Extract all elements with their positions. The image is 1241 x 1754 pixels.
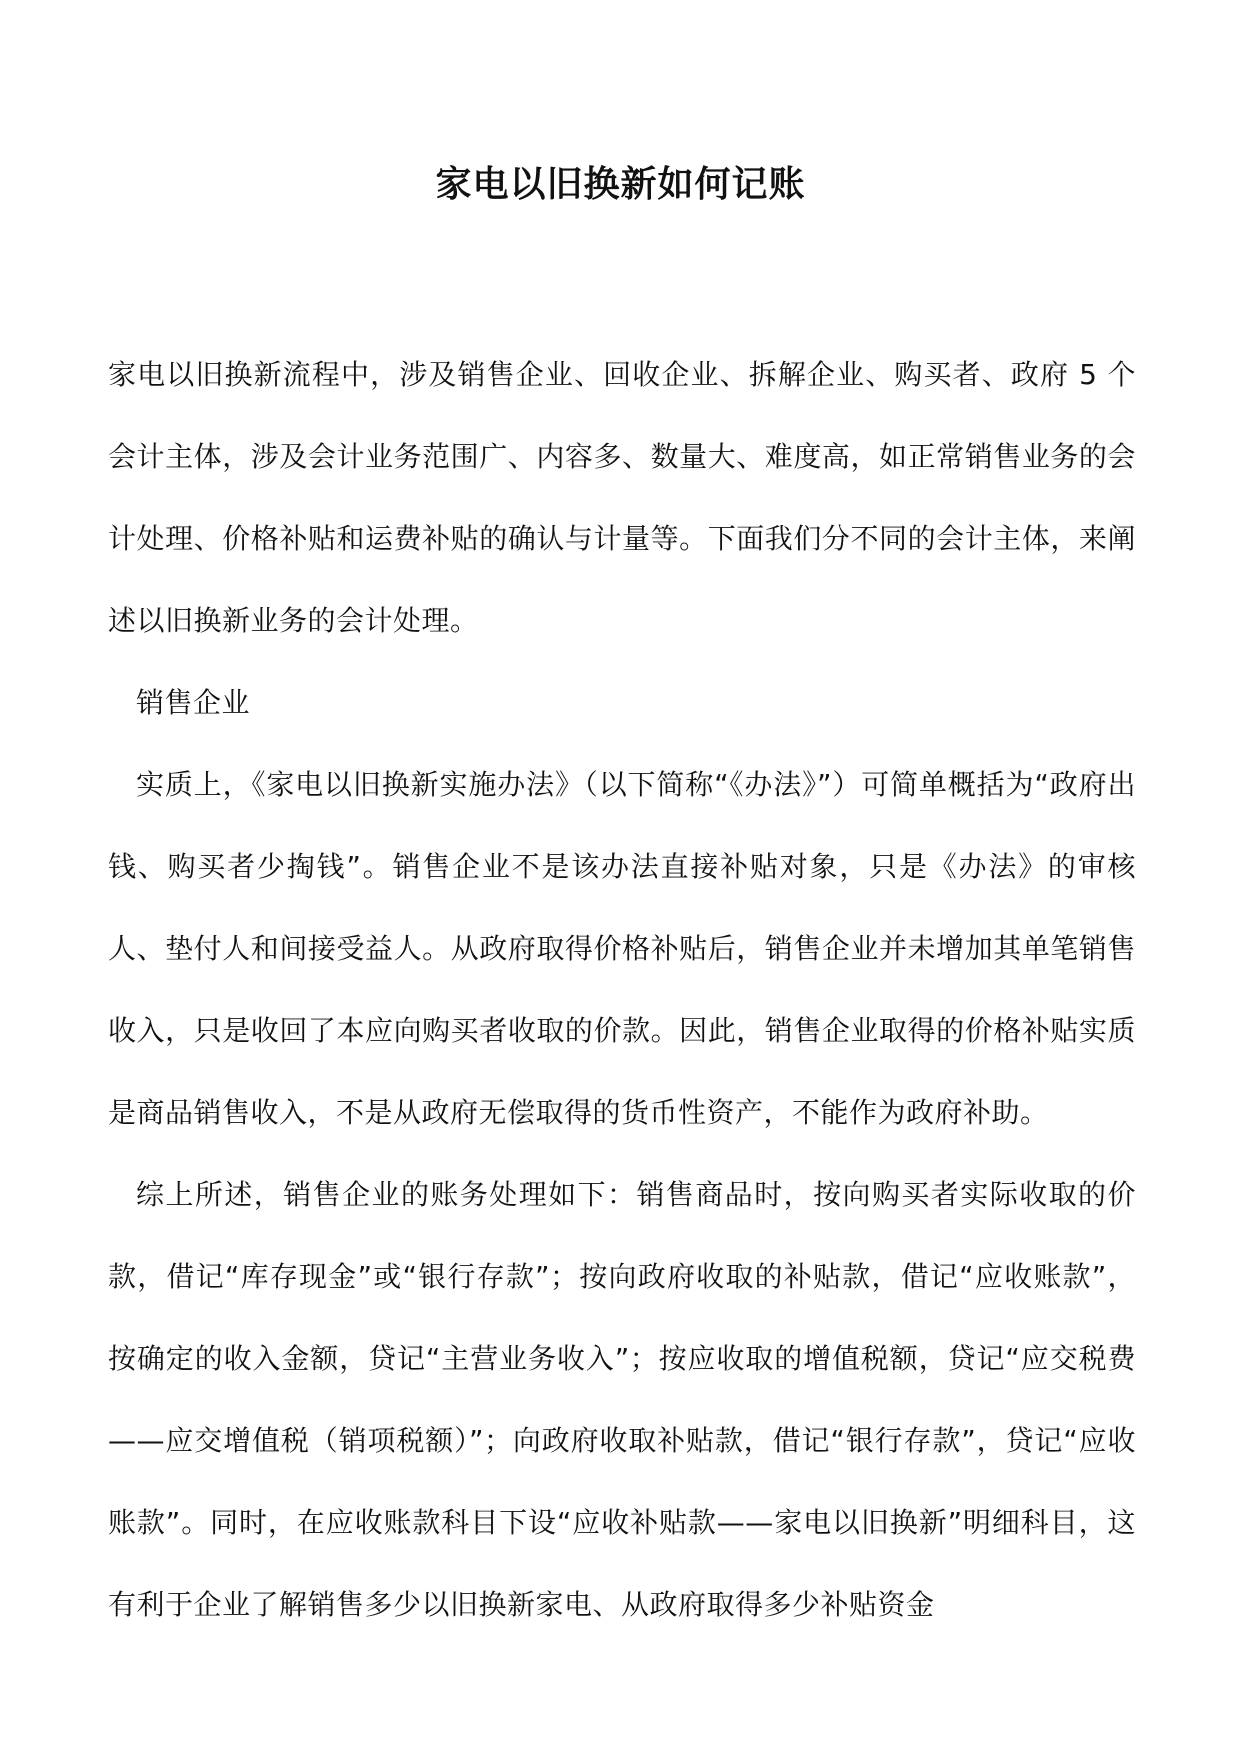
paragraph-accounting: 综上所述，销售企业的账务处理如下：销售商品时，按向购买者实际收取的价款，借记“库存现金”或“银行存款”；按向政府收取的补贴款，借记“应收账款”，按确定的收入金额，贷记“主营业务收入”；按应收取的增值税额，贷记“应交税费——应交增值税（销项税额）”；向政府收取补贴款，借记“银行存款”，贷记“应收账款”。同时，在应收账款科目下设“应收补贴款——家电以旧换新”明细科目，这有利于企业了解销售多少以旧换新家电、从政府取得多少补贴资金 [108, 1178, 1136, 1621]
document-title: 家电以旧换新如何记账 [435, 163, 806, 205]
paragraph-essence: 实质上，《家电以旧换新实施办法》（以下简称“《办法》”）可简单概括为“政府出钱、购买者少掏钱”。销售企业不是该办法直接补贴对象，只是《办法》的审核人、垫付人和间接受益人。从政府取得价格补贴后，销售企业并未增加其单笔销售收入，只是收回了本应向购买者收取的价款。因此，销售企业取得的价格补贴实质是商品销售收入，不是从政府无偿取得的货币性资产，不能作为政府补助。 [108, 768, 1136, 1129]
paragraph-intro: 家电以旧换新流程中，涉及销售企业、回收企业、拆解企业、购买者、政府 5 个会计主体，涉及会计业务范围广、内容多、数量大、难度高，如正常销售业务的会计处理、价格补贴和运费补贴的确认与计量等。下面我们分不同的会计主体，来阐述以旧换新业务的会计处理。 [108, 358, 1136, 637]
section-heading-sales-enterprise: 销售企业 [136, 686, 251, 719]
document-body [108, 334, 1136, 1646]
